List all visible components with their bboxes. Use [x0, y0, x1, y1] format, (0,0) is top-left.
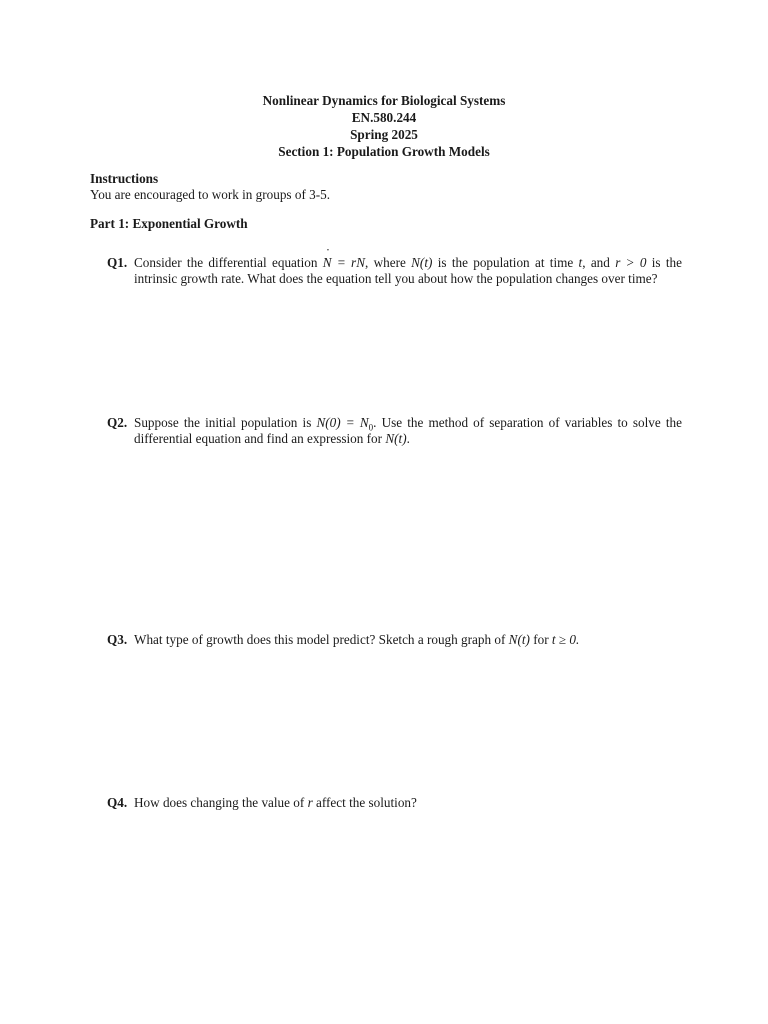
question-4 — [107, 795, 682, 811]
q1-text-part: is the population at time — [432, 255, 579, 270]
math-n-of-t: N(t) — [385, 431, 407, 446]
question-2-text — [134, 415, 682, 447]
q1-text-part: Consider the differential equation — [134, 255, 323, 270]
question-2-label: Q2. — [107, 415, 128, 430]
math-r-gt-0: r > 0 — [615, 255, 647, 270]
question-3 — [107, 632, 682, 648]
instructions-block — [90, 171, 690, 203]
q2-text-part: . — [406, 431, 410, 446]
question-1 — [107, 255, 682, 287]
course-code: EN.580.244 — [351, 110, 417, 125]
term: Spring 2025 — [350, 127, 418, 142]
question-3-text — [134, 632, 682, 648]
math-n-of-t: N(t) — [508, 632, 530, 647]
math-subscript-0: 0 — [368, 422, 374, 433]
question-4-text — [134, 795, 682, 811]
question-1-label: Q1. — [107, 255, 128, 270]
math-n-of-t: N(t) — [411, 255, 433, 270]
q2-text-part: Suppose the initial population is — [134, 415, 317, 430]
part-1-heading: Part 1: Exponential Growth — [90, 216, 248, 231]
math-initial-condition: N(0) = N — [316, 415, 369, 430]
document-header — [0, 92, 768, 160]
section-title: Section 1: Population Growth Models — [278, 144, 490, 159]
q1-text-part: is the intrinsic growth rate. What does the equation tell you about how the population changes over time? — [134, 255, 682, 286]
q2-text-part: . Use the method of separation of variables to solve the differential equation and find an expression for — [134, 415, 682, 446]
n-dot-symbol: ˙ N — [323, 255, 332, 271]
math-r: r — [307, 795, 313, 810]
question-3-label: Q3. — [107, 632, 128, 647]
q3-text-part: for — [529, 632, 552, 647]
q1-text-part: , and — [582, 255, 616, 270]
math-t: t — [578, 255, 583, 270]
q3-text-part: What type of growth does this model predict? Sketch a rough graph of — [134, 632, 509, 647]
equation-rhs: = rN — [331, 255, 365, 270]
q4-text-part: How does changing the value of — [134, 795, 308, 810]
question-1-text — [134, 255, 682, 287]
question-4-label: Q4. — [107, 795, 128, 810]
question-2 — [107, 415, 682, 447]
q1-text-part: , where — [365, 255, 412, 270]
math-t-ge-0: t ≥ 0. — [551, 632, 580, 647]
instructions-text: You are encouraged to work in groups of 3-5. — [90, 187, 331, 202]
instructions-heading: Instructions — [90, 171, 159, 186]
course-title: Nonlinear Dynamics for Biological Systems — [262, 93, 506, 108]
q4-text-part: affect the solution? — [312, 795, 417, 810]
